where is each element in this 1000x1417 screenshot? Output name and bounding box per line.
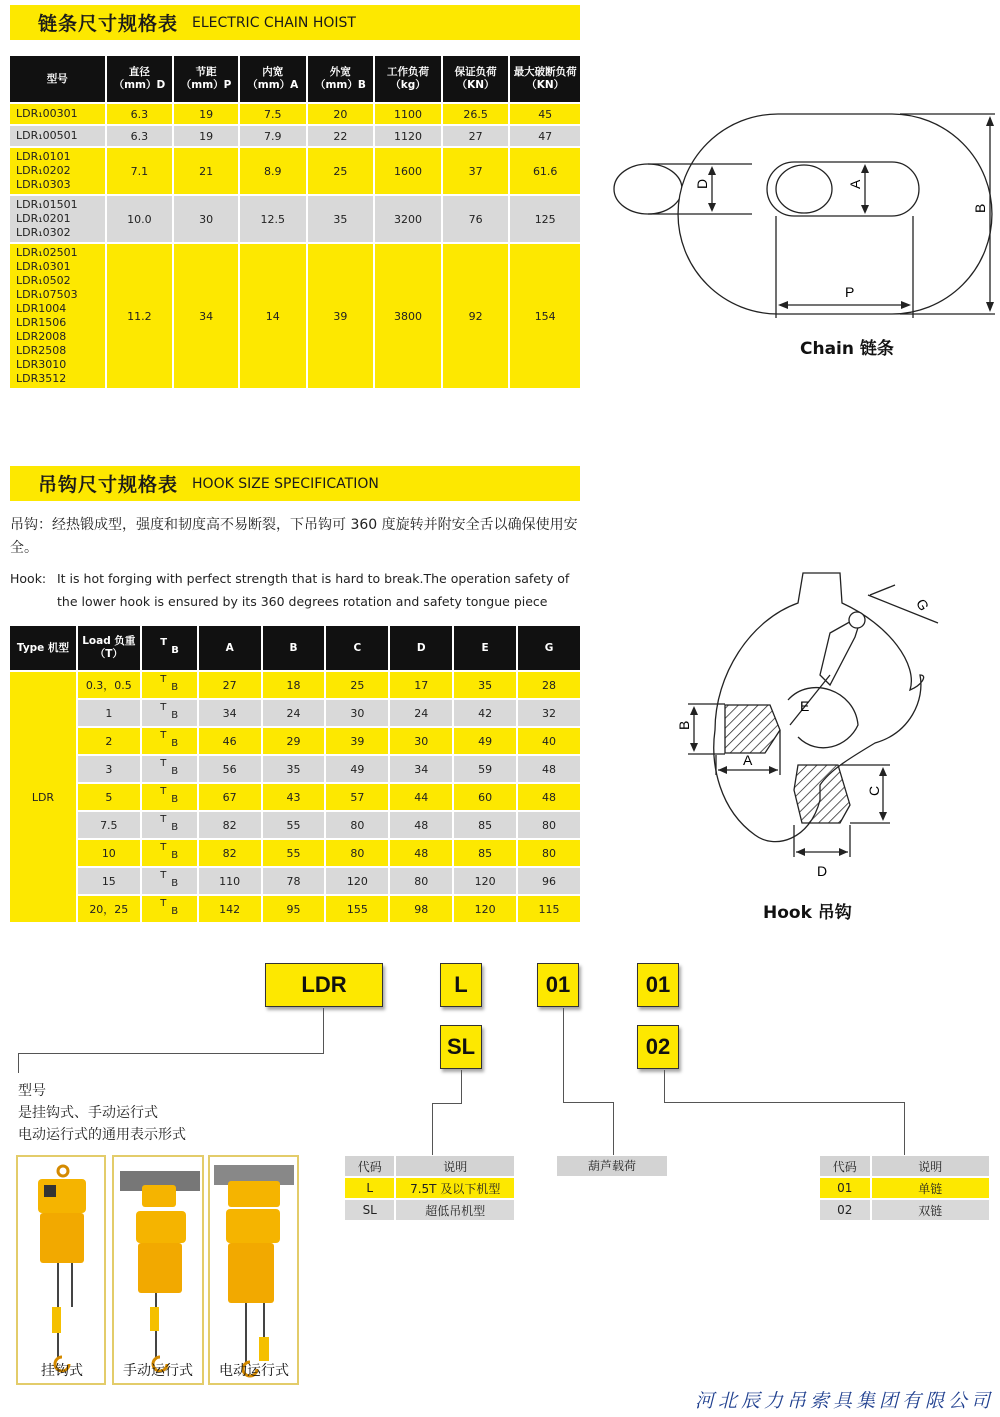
ldr-note [18,1080,186,1146]
chain-value-cell: 92 [443,244,509,388]
hook-header-a: A [199,626,261,670]
chain-model-cell [10,196,105,242]
hook-value-cell: 110 [199,868,261,894]
hook-value-cell: 34 [199,700,261,726]
hook-load-cell: 10 [78,840,140,866]
hook-header-load-line1: Load 负重 [82,635,136,647]
hook-tb-cell [142,812,197,838]
hook-header-t: T [160,637,168,648]
hook-value-cell: 48 [390,812,452,838]
connector-line [432,1103,433,1155]
ldr-note-line2: 是挂钩式、手动运行式 [18,1105,158,1121]
chain-code-cell: 双链 [872,1200,990,1220]
chain-model-name: LDR3512 [16,372,67,385]
hook-tb-cell [142,868,197,894]
chain-model-name: LDR₁00501 [16,129,78,142]
chain-value-cell: 20 [308,104,374,124]
hook-label-d: D [817,863,828,879]
hook-load-cell: 20，25 [78,896,140,922]
hook-value-cell: 80 [518,840,580,866]
hook-value-cell: 30 [326,700,388,726]
hook-tb-t: T [160,869,167,881]
chain-label-p: P [845,284,855,300]
hook-tb-b: B [171,877,179,889]
chain-header-cell [107,56,173,102]
type-code-table [343,1154,516,1222]
type-code-header [345,1156,514,1176]
chain-model-name: LDR2008 [16,330,67,343]
chain-code-header-code: 代码 [820,1156,870,1176]
code-box-01b: 01 [637,963,679,1007]
chain-value-cell: 19 [174,126,238,146]
hook-value-cell: 39 [326,728,388,754]
chain-model-cell [10,126,105,146]
chain-value-cell: 6.3 [107,104,173,124]
hook-header-tb [142,626,197,670]
hook-value-cell: 25 [326,672,388,698]
chain-code-cell: 02 [820,1200,870,1220]
hook-header-c: C [326,626,388,670]
chain-table-row [10,126,580,146]
hook-value-cell: 49 [454,728,516,754]
hook-tb-t: T [160,841,167,853]
hook-value-cell: 82 [199,812,261,838]
chain-spec-table [8,54,582,390]
chain-code-table [818,1154,991,1222]
hook-value-cell: 59 [454,756,516,782]
connector-line [664,1070,665,1102]
chain-header-line: 保证负荷 [454,66,497,78]
hook-value-cell: 18 [263,672,325,698]
chain-header-line: （KN） [526,79,565,91]
hook-value-cell: 60 [454,784,516,810]
photo-caption-manual: 手动运行式 [123,1363,193,1379]
type-code-cell: SL [345,1200,394,1220]
hook-description-en-label: Hook: [10,571,47,586]
chain-value-cell: 11.2 [107,244,173,388]
chain-model-name: LDR2508 [16,344,67,357]
hook-tb-cell [142,784,197,810]
chain-section-title-bar [10,5,580,40]
chain-code-row [820,1178,989,1198]
hook-value-cell: 30 [390,728,452,754]
chain-model-name: LDR1004 [16,302,67,315]
connector-line [613,1102,614,1155]
type-code-header-code: 代码 [345,1156,394,1176]
chain-value-cell: 61.6 [510,148,580,194]
chain-value-cell: 12.5 [240,196,306,242]
chain-value-cell: 8.9 [240,148,306,194]
connector-line [563,1008,564,1102]
chain-table-row [10,104,580,124]
chain-value-cell: 6.3 [107,126,173,146]
chain-table-row [10,196,580,242]
hook-table-row [10,756,580,782]
hook-table-row [10,868,580,894]
chain-header-cell [174,56,238,102]
hook-header-g: G [518,626,580,670]
connector-line [664,1102,905,1103]
hook-value-cell: 80 [326,840,388,866]
ldr-note-line1: 型号 [18,1083,46,1099]
chain-label-a: A [847,179,863,189]
hook-description-en-line2: the lower hook is ensured by its 360 degrees rotation and safety tongue piece [57,594,548,609]
chain-code-header-desc: 说明 [872,1156,990,1176]
hook-section-title-bar [10,466,580,501]
hook-value-cell: 40 [518,728,580,754]
hook-header-e: E [454,626,516,670]
chain-value-cell: 19 [174,104,238,124]
connector-line [461,1070,462,1103]
hook-tb-t: T [160,673,167,685]
hook-value-cell: 32 [518,700,580,726]
hook-value-cell: 78 [263,868,325,894]
hook-value-cell: 34 [390,756,452,782]
hook-diagram [670,565,950,880]
ldr-note-line3: 电动运行式的通用表示形式 [18,1127,186,1143]
chain-header-cell [10,56,105,102]
chain-value-cell: 14 [240,244,306,388]
type-code-cell: 超低吊机型 [396,1200,514,1220]
chain-model-name: LDR₁0303 [16,178,71,191]
type-code-cell: L [345,1178,394,1198]
chain-header-cell [510,56,580,102]
chain-value-cell: 25 [308,148,374,194]
chain-model-name: LDR₁0302 [16,226,71,239]
chain-header-line: （mm）A [247,79,299,91]
hook-value-cell: 55 [263,840,325,866]
chain-header-cell [443,56,509,102]
hook-value-cell: 82 [199,840,261,866]
hook-tb-t: T [160,701,167,713]
chain-value-cell: 1120 [375,126,441,146]
hook-value-cell: 43 [263,784,325,810]
hook-load-cell: 15 [78,868,140,894]
hook-tb-cell [142,672,197,698]
hook-load-cell: 2 [78,728,140,754]
chain-model-name: LDR₁01501 [16,198,78,211]
chain-value-cell: 7.1 [107,148,173,194]
chain-header-row [10,56,580,102]
chain-value-cell: 1600 [375,148,441,194]
code-box-02: 02 [637,1025,679,1069]
hook-table-row [10,896,580,922]
hook-value-cell: 29 [263,728,325,754]
hook-table-row [10,672,580,698]
hook-value-cell: 80 [518,812,580,838]
hook-value-cell: 120 [326,868,388,894]
hook-value-cell: 48 [518,756,580,782]
hook-tb-cell [142,700,197,726]
chain-header-line: 节距 [195,66,217,78]
hook-label-b: B [676,720,692,730]
hook-label-g: G [913,596,933,614]
chain-value-cell: 154 [510,244,580,388]
type-code-header-desc: 说明 [396,1156,514,1176]
chain-header-line: （kg） [390,79,426,91]
photo-manual-trolley [112,1155,204,1385]
hook-value-cell: 115 [518,896,580,922]
chain-header-line: 工作负荷 [387,66,430,78]
hook-tb-t: T [160,813,167,825]
chain-value-cell: 3800 [375,244,441,388]
hook-load-cell: 3 [78,756,140,782]
chain-title-en: ELECTRIC CHAIN HOIST [192,14,356,31]
chain-value-cell: 22 [308,126,374,146]
chain-table-row [10,148,580,194]
chain-header-line: 外宽 [329,66,351,78]
hook-value-cell: 120 [454,868,516,894]
chain-model-name: LDR₁0502 [16,274,71,287]
chain-label-d: D [694,178,710,189]
hook-header-load [78,626,140,670]
hook-header-load-line2: （T） [94,648,123,660]
chain-value-cell: 76 [443,196,509,242]
code-box-l: L [440,963,482,1007]
hook-value-cell: 24 [390,700,452,726]
chain-header-line: 内宽 [262,66,284,78]
hook-load-cell: 1 [78,700,140,726]
hoist-electric-trolley-icon [210,1157,297,1383]
hook-value-cell: 35 [454,672,516,698]
chain-code-cell: 01 [820,1178,870,1198]
hook-value-cell: 67 [199,784,261,810]
type-code-row [345,1178,514,1198]
hook-value-cell: 98 [390,896,452,922]
chain-value-cell: 37 [443,148,509,194]
hook-value-cell: 56 [199,756,261,782]
hook-value-cell: 28 [518,672,580,698]
hook-tb-b: B [171,765,179,777]
chain-diagram [600,100,1000,340]
hook-value-cell: 42 [454,700,516,726]
code-box-ldr: LDR [265,963,383,1007]
hook-value-cell: 35 [263,756,325,782]
chain-value-cell: 35 [308,196,374,242]
hook-tb-cell [142,840,197,866]
chain-value-cell: 39 [308,244,374,388]
hook-tb-t: T [160,897,167,909]
photo-caption-hook: 挂钩式 [41,1363,83,1379]
hook-tb-b: B [171,737,179,749]
chain-model-cell [10,104,105,124]
hook-tb-b: B [171,849,179,861]
chain-figure-caption: Chain 链条 [800,339,894,359]
hook-tb-t: T [160,757,167,769]
chain-model-name: LDR₁0201 [16,212,71,225]
chain-value-cell: 30 [174,196,238,242]
hook-figure-caption: Hook 吊钩 [763,903,852,923]
chain-value-cell: 3200 [375,196,441,242]
chain-header-line: 最大破断负荷 [513,66,577,78]
chain-value-cell: 1100 [375,104,441,124]
hoist-load-label: 葫芦载荷 [557,1156,667,1176]
chain-label-b: B [972,203,988,213]
hook-tb-cell [142,756,197,782]
hook-value-cell: 49 [326,756,388,782]
chain-header-line: 型号 [46,72,68,85]
chain-header-cell [308,56,374,102]
hook-value-cell: 120 [454,896,516,922]
hook-header-d: D [390,626,452,670]
connector-line [563,1102,614,1103]
chain-header-line: 直径 [128,66,150,78]
hook-tb-t: T [160,785,167,797]
chain-model-cell [10,148,105,194]
chain-header-cell [240,56,306,102]
connector-line [18,1053,324,1054]
hook-tb-b: B [171,709,179,721]
hook-table-row [10,700,580,726]
photo-hook-type [16,1155,106,1385]
hook-label-a: A [743,752,753,768]
company-name-footer: 河北辰力吊索具集团有限公司 [695,1390,995,1412]
type-code-cell: 7.5T 及以下机型 [396,1178,514,1198]
hook-title-en: HOOK SIZE SPECIFICATION [192,475,379,492]
hook-tb-t: T [160,729,167,741]
chain-value-cell: 34 [174,244,238,388]
chain-value-cell: 45 [510,104,580,124]
hook-table-row [10,728,580,754]
connector-line [323,1008,324,1053]
chain-model-cell [10,244,105,388]
chain-value-cell: 27 [443,126,509,146]
chain-header-line: （mm）D [113,79,166,91]
hook-value-cell: 96 [518,868,580,894]
chain-value-cell: 26.5 [443,104,509,124]
hook-value-cell: 80 [390,868,452,894]
chain-header-line: （mm）P [180,79,232,91]
chain-model-name: LDR₁0202 [16,164,71,177]
chain-value-cell: 47 [510,126,580,146]
hook-tb-cell [142,728,197,754]
hook-value-cell: 155 [326,896,388,922]
hook-value-cell: 46 [199,728,261,754]
chain-model-name: LDR3010 [16,358,67,371]
chain-model-name: LDR₁00301 [16,107,78,120]
chain-header-cell [375,56,441,102]
hoist-manual-trolley-icon [114,1157,202,1383]
hook-label-c: C [866,785,882,796]
chain-value-cell: 21 [174,148,238,194]
chain-header-line: （mm）B [314,79,366,91]
hook-value-cell: 95 [263,896,325,922]
hook-value-cell: 44 [390,784,452,810]
hook-table-row [10,840,580,866]
photo-electric-trolley [208,1155,299,1385]
hook-tb-cell [142,896,197,922]
code-box-sl: SL [440,1025,482,1069]
hook-tb-b: B [171,793,179,805]
hook-header-b-col: B [263,626,325,670]
hook-value-cell: 85 [454,812,516,838]
chain-model-name: LDR₁0301 [16,260,71,273]
chain-value-cell: 10.0 [107,196,173,242]
chain-table-row [10,244,580,388]
hook-value-cell: 55 [263,812,325,838]
hook-value-cell: 48 [518,784,580,810]
type-code-row [345,1200,514,1220]
connector-line [432,1103,462,1104]
hook-value-cell: 17 [390,672,452,698]
hook-table-row [10,812,580,838]
hook-spec-table [8,624,582,924]
chain-value-cell: 125 [510,196,580,242]
chain-header-line: （KN） [456,79,495,91]
chain-model-name: LDR₁0101 [16,150,71,163]
hook-value-cell: 57 [326,784,388,810]
hook-table-row [10,784,580,810]
hook-value-cell: 24 [263,700,325,726]
chain-code-cell: 单链 [872,1178,990,1198]
hook-value-cell: 27 [199,672,261,698]
hook-label-e: E [800,698,810,714]
hook-header-b: B [171,645,179,656]
hook-description-zh: 吊钩：经热锻成型，强度和韧度高不易断裂，下吊钩可 360 度旋转并附安全舌以确保使用安全。 [10,517,578,556]
hook-value-cell: 142 [199,896,261,922]
hook-tb-b: B [171,905,179,917]
hook-type-cell: LDR [10,672,76,922]
hook-load-cell: 0.3，0.5 [78,672,140,698]
hook-header-row [10,626,580,670]
hook-title-zh: 吊钩尺寸规格表 [38,474,179,496]
chain-code-row [820,1200,989,1220]
hook-description-en-line1: It is hot forging with perfect strength that is hard to break.The operation safety of [57,571,570,586]
chain-model-name: LDR1506 [16,316,67,329]
hook-value-cell: 48 [390,840,452,866]
hook-tb-b: B [171,681,179,693]
chain-code-header [820,1156,989,1176]
code-box-01a: 01 [537,963,579,1007]
connector-line [904,1102,905,1155]
chain-value-cell: 7.5 [240,104,306,124]
hoist-hook-type-icon [18,1157,104,1383]
connector-line [18,1053,19,1073]
hook-tb-b: B [171,821,179,833]
hook-load-cell: 7.5 [78,812,140,838]
chain-model-name: LDR₁02501 [16,246,78,259]
hook-value-cell: 80 [326,812,388,838]
hook-header-type: Type 机型 [10,626,76,670]
chain-model-name: LDR₁07503 [16,288,78,301]
hook-load-cell: 5 [78,784,140,810]
hook-value-cell: 85 [454,840,516,866]
chain-title-zh: 链条尺寸规格表 [38,13,179,35]
photo-caption-electric: 电动运行式 [219,1363,289,1379]
chain-value-cell: 7.9 [240,126,306,146]
